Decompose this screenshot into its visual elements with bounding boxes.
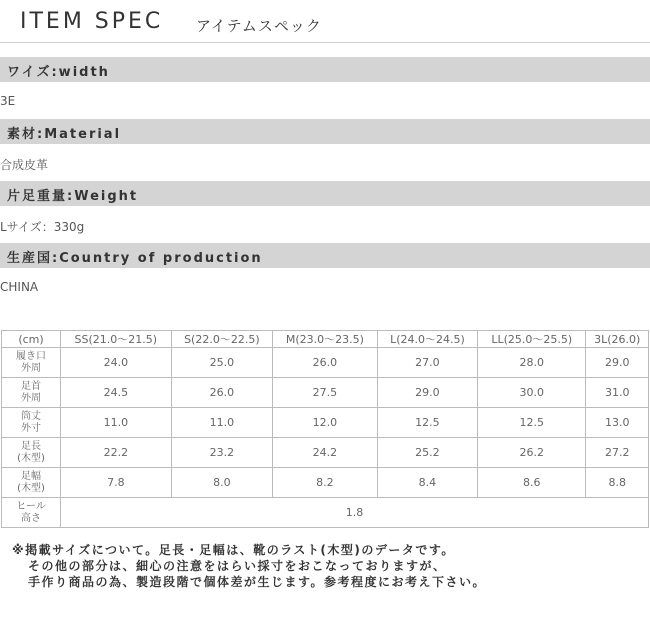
table-cell: 26.0 — [273, 348, 378, 378]
table-row — [2, 468, 649, 498]
row-label-line: (木型) — [17, 452, 45, 464]
section-country-label: 生産国:Country of production — [7, 251, 263, 266]
size-note — [12, 542, 486, 590]
table-cell: 25.2 — [377, 438, 477, 468]
table-cell: 31.0 — [586, 378, 649, 408]
row-label — [2, 468, 61, 498]
size-table-header-row — [2, 331, 649, 348]
spec-header — [0, 0, 650, 43]
row-label — [2, 498, 61, 528]
row-label-line: 足幅 — [21, 470, 41, 482]
table-cell: 12.5 — [377, 408, 477, 438]
table-cell: 7.8 — [61, 468, 172, 498]
row-label — [2, 348, 61, 378]
section-width-bar — [0, 57, 650, 82]
table-cell: 22.2 — [61, 438, 172, 468]
row-label-line: 外周 — [21, 392, 41, 404]
table-cell: 27.2 — [586, 438, 649, 468]
section-weight-value: Lサイズ：330g — [0, 220, 85, 234]
section-material-label: 素材:Material — [7, 127, 122, 142]
row-label-line: 筒丈 — [21, 410, 41, 422]
table-cell: 29.0 — [586, 348, 649, 378]
table-cell: 26.0 — [171, 378, 272, 408]
row-label — [2, 378, 61, 408]
table-row — [2, 408, 649, 438]
table-cell: 28.0 — [478, 348, 586, 378]
section-material-bar — [0, 119, 650, 144]
row-label-line: 外寸 — [21, 422, 41, 434]
note-line: ※掲載サイズについて。足長・足幅は、靴のラスト(木型)のデータです。 — [12, 543, 455, 557]
table-cell: 24.2 — [273, 438, 378, 468]
size-column-header: 3L(26.0) — [586, 331, 649, 348]
section-width-value: 3E — [0, 94, 16, 108]
table-row — [2, 438, 649, 468]
table-cell: 30.0 — [478, 378, 586, 408]
size-column-header: S(22.0〜22.5) — [171, 331, 272, 348]
table-row — [2, 348, 649, 378]
table-cell: 13.0 — [586, 408, 649, 438]
page-title: ITEM SPEC — [20, 9, 164, 34]
table-cell: 25.0 — [171, 348, 272, 378]
row-label-line: ヒール — [16, 500, 46, 512]
table-cell: 26.2 — [478, 438, 586, 468]
table-cell: 8.6 — [478, 468, 586, 498]
table-cell: 29.0 — [377, 378, 477, 408]
size-column-header: LL(25.0〜25.5) — [478, 331, 586, 348]
table-cell: 23.2 — [171, 438, 272, 468]
section-width-label: ワイズ:width — [7, 65, 110, 80]
size-column-header: SS(21.0〜21.5) — [61, 331, 172, 348]
note-line: その他の部分は、細心の注意をはらい採寸をおこなっておりますが、 — [28, 559, 447, 573]
size-column-header: M(23.0〜23.5) — [273, 331, 378, 348]
section-weight-bar — [0, 181, 650, 206]
row-label-line: 足長 — [21, 440, 41, 452]
row-label-line: 履き口 — [16, 350, 46, 362]
table-row — [2, 378, 649, 408]
size-column-header: L(24.0〜24.5) — [377, 331, 477, 348]
section-material-value: 合成皮革 — [0, 158, 49, 172]
row-label-line: 外周 — [21, 362, 41, 374]
table-cell: 24.0 — [61, 348, 172, 378]
table-cell: 12.0 — [273, 408, 378, 438]
table-row-heel — [2, 498, 649, 528]
table-cell: 8.0 — [171, 468, 272, 498]
table-cell: 27.0 — [377, 348, 477, 378]
table-cell: 27.5 — [273, 378, 378, 408]
row-label-line: (木型) — [17, 482, 45, 494]
table-cell: 8.8 — [586, 468, 649, 498]
unit-header: (cm) — [2, 331, 61, 348]
table-cell: 11.0 — [61, 408, 172, 438]
table-cell: 8.2 — [273, 468, 378, 498]
section-country-bar — [0, 243, 650, 268]
heel-height-cell: 1.8 — [61, 498, 649, 528]
table-cell: 24.5 — [61, 378, 172, 408]
section-country-value: CHINA — [0, 280, 39, 294]
row-label-line: 高さ — [21, 512, 41, 524]
row-label — [2, 438, 61, 468]
size-table — [1, 330, 649, 528]
section-weight-label: 片足重量:Weight — [7, 189, 139, 204]
note-line: 手作り商品の為、製造段階で個体差が生じます。参考程度にお考え下さい。 — [28, 575, 487, 589]
table-cell: 12.5 — [478, 408, 586, 438]
table-cell: 8.4 — [377, 468, 477, 498]
table-cell: 11.0 — [171, 408, 272, 438]
row-label — [2, 408, 61, 438]
row-label-line: 足首 — [21, 380, 41, 392]
page-subtitle: アイテムスペック — [196, 17, 322, 35]
